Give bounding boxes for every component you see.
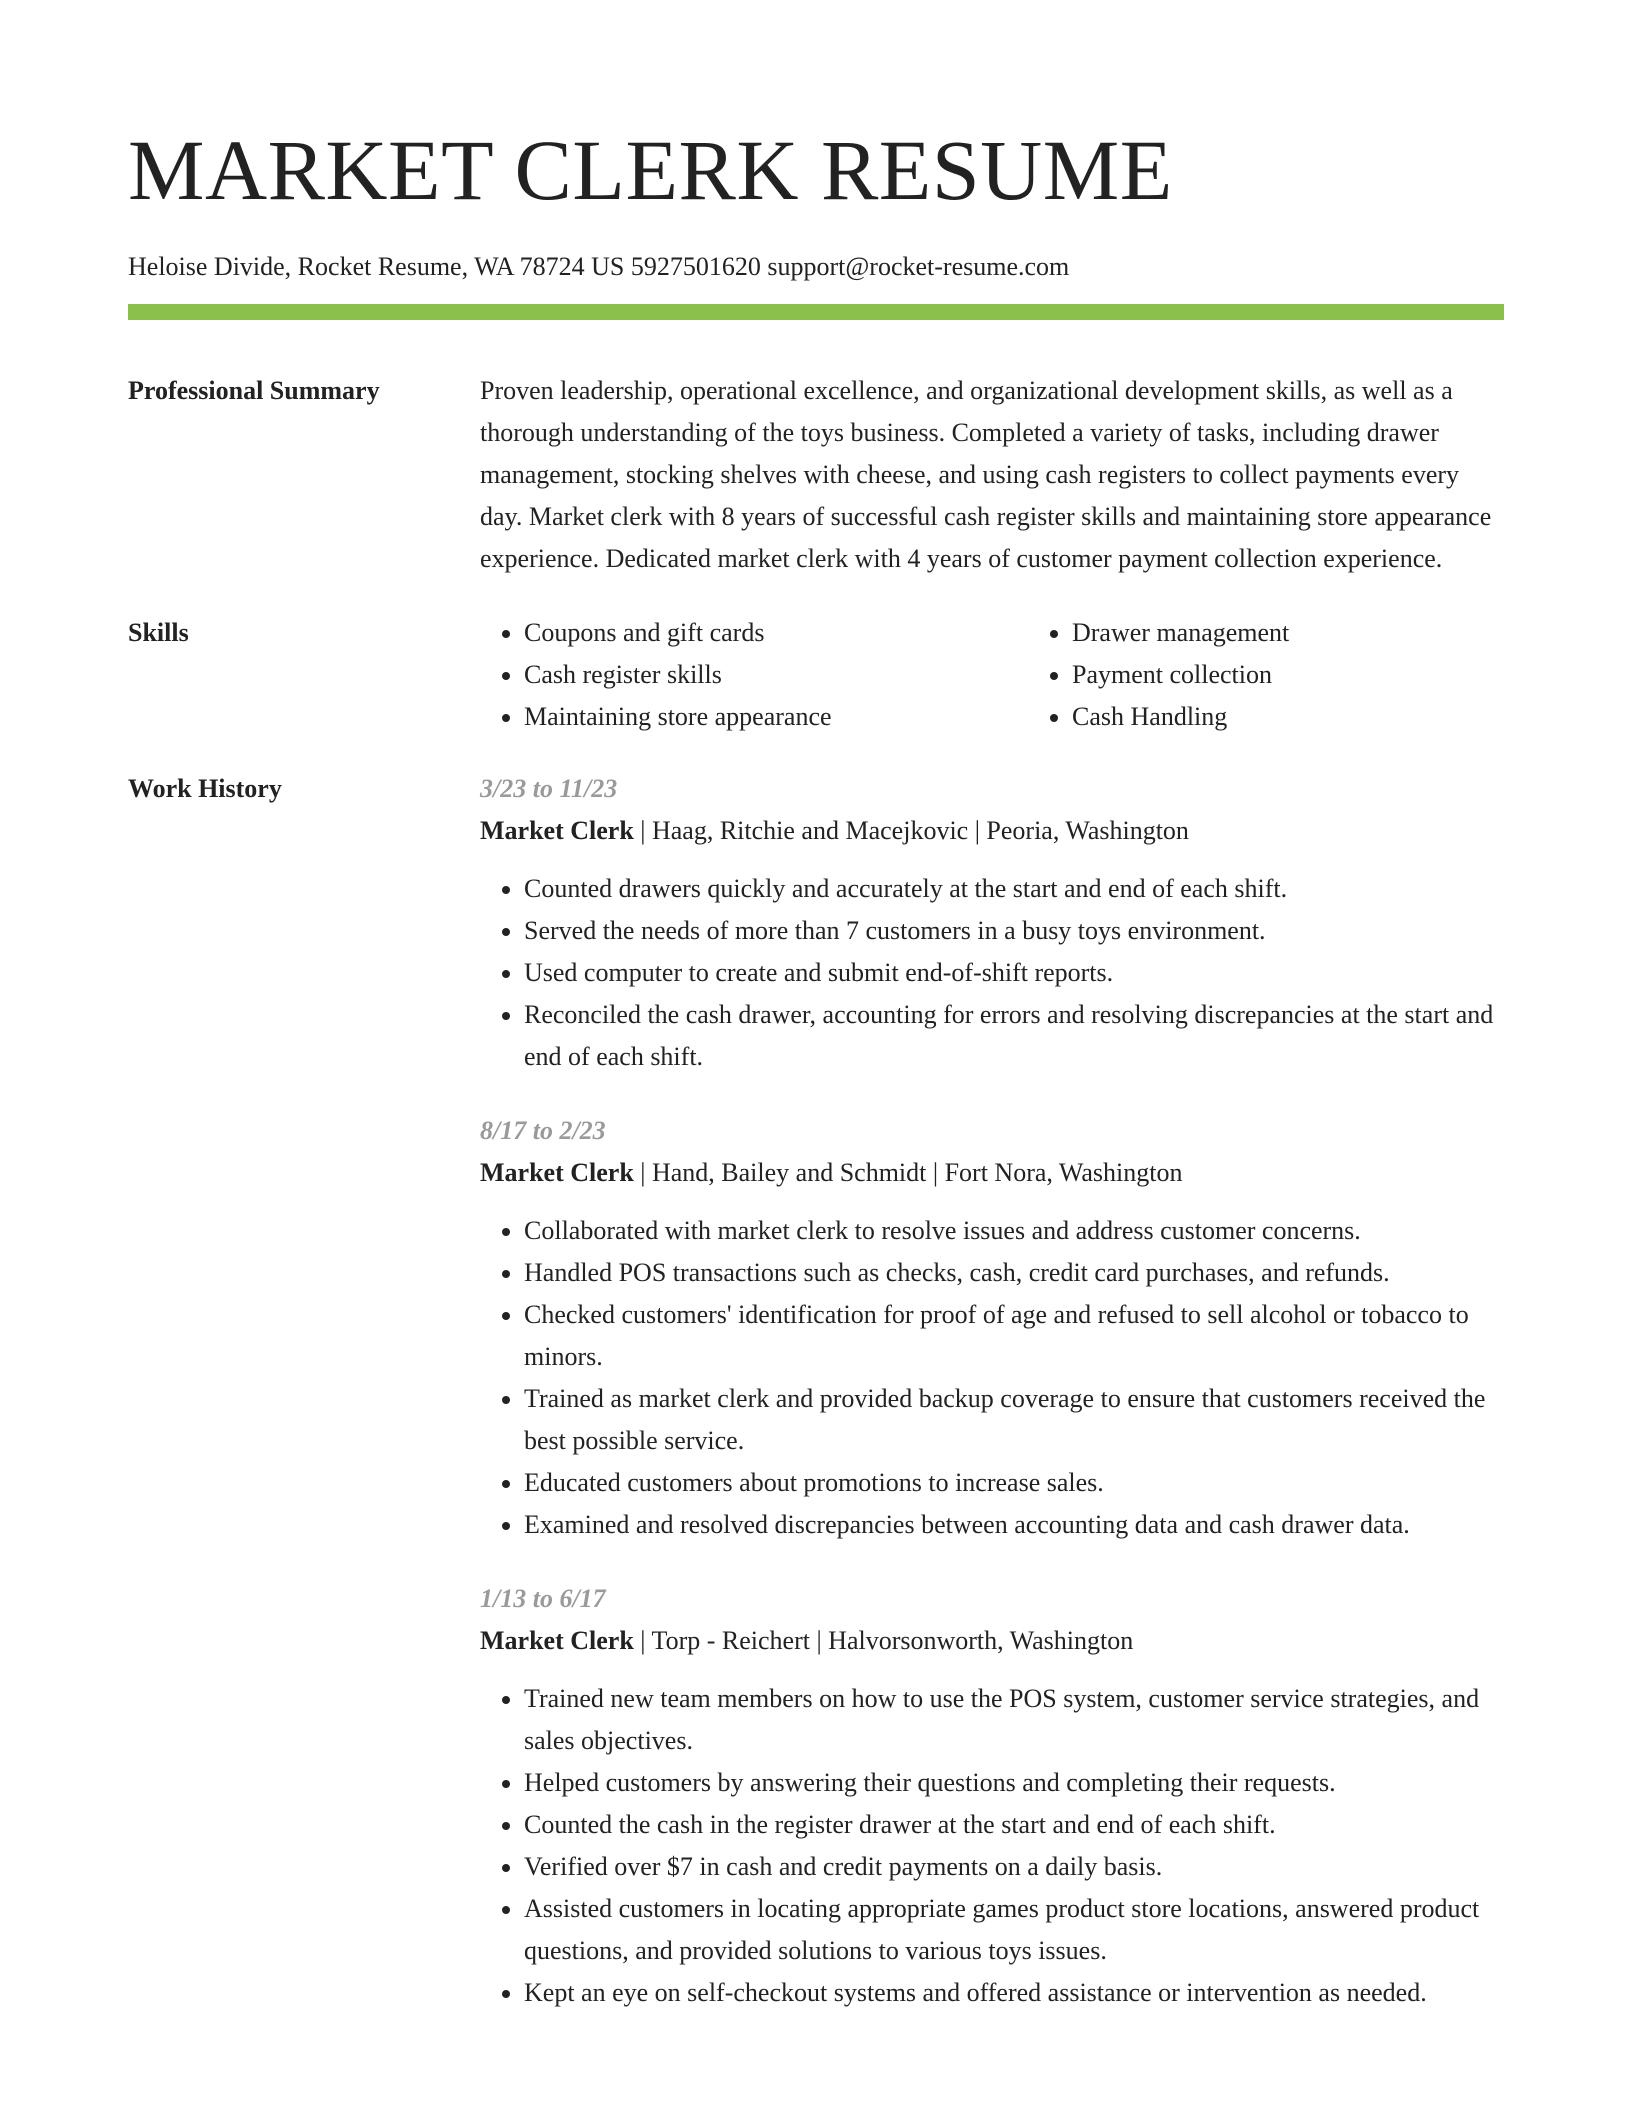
- job-dates: 1/13 to 6/17: [480, 1584, 606, 1613]
- skills-list-right: [1028, 612, 1576, 738]
- work-history-list: [480, 768, 1504, 2014]
- job-title: Market Clerk: [480, 1626, 634, 1655]
- job-title: Market Clerk: [480, 1158, 634, 1187]
- job-bullets: [480, 868, 1504, 1078]
- skill-item: • Cash Handling: [1072, 696, 1576, 738]
- job-bullet: • Served the needs of more than 7 customers in a busy toys environment.: [524, 910, 1504, 952]
- job-employer-location: | Torp - Reichert | Halvorsonworth, Washington: [633, 1626, 1134, 1655]
- job-heading: [480, 810, 1504, 852]
- skills-columns: [480, 612, 1576, 738]
- section-label-summary: Professional Summary: [128, 376, 380, 405]
- skills-section: [128, 612, 1504, 738]
- job-bullet: • Assisted customers in locating appropriate games product store locations, answered product questions, and provided solutions to various toys issues.: [524, 1888, 1504, 1972]
- job-employer-location: | Haag, Ritchie and Macejkovic | Peoria, Washington: [633, 816, 1189, 845]
- skill-item: • Payment collection: [1072, 654, 1576, 696]
- resume-page: [128, 0, 1504, 2014]
- job-employer-location: | Hand, Bailey and Schmidt | Fort Nora, Washington: [633, 1158, 1183, 1187]
- resume-title: MARKET CLERK RESUME: [128, 122, 1173, 218]
- accent-divider: [128, 304, 1504, 320]
- section-label-work: Work History: [128, 774, 282, 803]
- job-bullet: • Trained as market clerk and provided backup coverage to ensure that customers received the best possible service.: [524, 1378, 1504, 1462]
- job-title: Market Clerk: [480, 816, 634, 845]
- job-entry: [480, 1578, 1504, 2014]
- job-bullet: • Kept an eye on self-checkout systems and offered assistance or intervention as needed.: [524, 1972, 1504, 2014]
- skills-list-left: [480, 612, 1028, 738]
- job-bullet: • Reconciled the cash drawer, accounting for errors and resolving discrepancies at the start and end of each shift.: [524, 994, 1504, 1078]
- summary-text: Proven leadership, operational excellence, and organizational development skills, as well as a thorough understanding of the toys business. Completed a variety of tasks, including drawer management, stocking shelves with cheese, and using cash registers to collect payments every day. Market clerk with 8 years of successful cash register skills and maintaining store appearance experience. Dedicated market clerk with 4 years of customer payment collection experience.: [480, 376, 1492, 573]
- contact-line: Heloise Divide, Rocket Resume, WA 78724 US 5927501620 support@rocket-resume.com: [128, 252, 1070, 281]
- job-bullet: • Checked customers' identification for proof of age and refused to sell alcohol or tobacco to minors.: [524, 1294, 1504, 1378]
- skill-item: • Drawer management: [1072, 612, 1576, 654]
- professional-summary-section: [128, 370, 1504, 580]
- job-bullet: • Educated customers about promotions to increase sales.: [524, 1462, 1504, 1504]
- job-bullet: • Counted the cash in the register drawer at the start and end of each shift.: [524, 1804, 1504, 1846]
- job-bullet: • Collaborated with market clerk to resolve issues and address customer concerns.: [524, 1210, 1504, 1252]
- skill-item: • Coupons and gift cards: [524, 612, 1028, 654]
- job-bullet: • Helped customers by answering their questions and completing their requests.: [524, 1762, 1504, 1804]
- job-heading: [480, 1620, 1504, 1662]
- job-bullet: • Verified over $7 in cash and credit payments on a daily basis.: [524, 1846, 1504, 1888]
- job-entry: [480, 768, 1504, 1078]
- job-bullet: • Examined and resolved discrepancies between accounting data and cash drawer data.: [524, 1504, 1504, 1546]
- job-entry: [480, 1110, 1504, 1546]
- job-bullets: [480, 1210, 1504, 1546]
- job-bullet: • Used computer to create and submit end-of-shift reports.: [524, 952, 1504, 994]
- job-bullets: [480, 1678, 1504, 2014]
- job-bullet: • Counted drawers quickly and accurately at the start and end of each shift.: [524, 868, 1504, 910]
- job-heading: [480, 1152, 1504, 1194]
- job-bullet: • Trained new team members on how to use the POS system, customer service strategies, and sales objectives.: [524, 1678, 1504, 1762]
- job-bullet: • Handled POS transactions such as checks, cash, credit card purchases, and refunds.: [524, 1252, 1504, 1294]
- skill-item: • Maintaining store appearance: [524, 696, 1028, 738]
- section-label-skills: Skills: [128, 618, 189, 647]
- skill-item: • Cash register skills: [524, 654, 1028, 696]
- work-history-section: [128, 768, 1504, 2014]
- job-dates: 3/23 to 11/23: [480, 774, 618, 803]
- job-dates: 8/17 to 2/23: [480, 1116, 606, 1145]
